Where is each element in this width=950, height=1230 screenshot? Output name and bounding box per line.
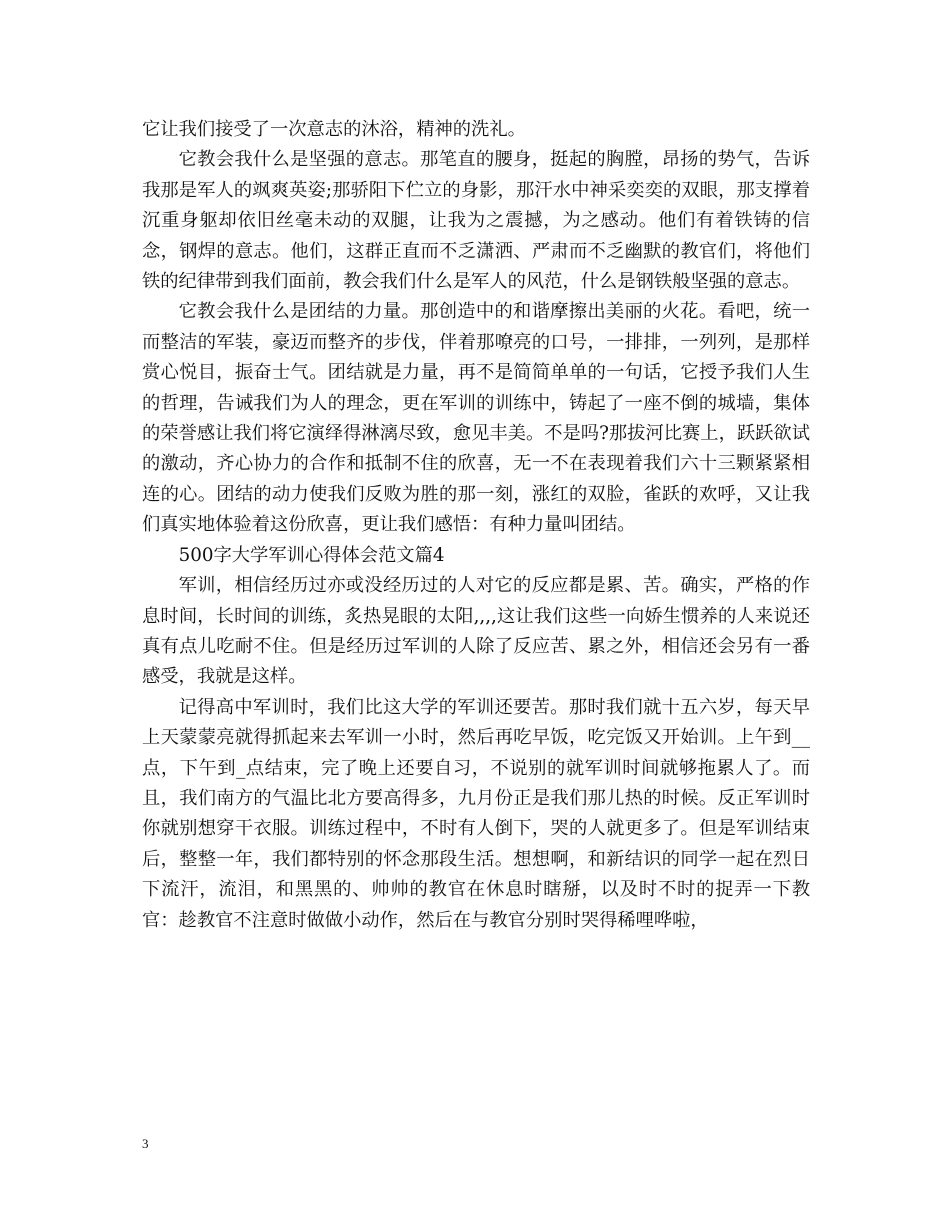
paragraph-unity-strength: 它教会我什么是团结的力量。那创造中的和谐摩擦出美丽的火花。看吧，统一而整洁的军装，豪迈而整齐的步伐，伴着那嘹亮的口号，一排排，一列列，是那样赏心悦目，振奋士气。团结就是力量，再不是简简单单的一句话，它授予我们人生的哲理，告诫我们为人的理念，更在军训的训练中，铸起了一座不倒的城墙，集体的荣誉感让我们将它演绎得淋漓尽致，愈见丰美。不是吗?那拔河比赛上，跃跃欲试的激动，齐心协力的合作和抵制不住的欣喜，无一不在表现着我们六十三颗紧紧相连的心。团结的动力使我们反败为胜的那一刻，涨红的双脸，雀跃的欢呼，又让我们真实地体验着这份欣喜，更让我们感悟：有种力量叫团结。: [142, 301, 810, 536]
page-number: 3: [142, 1136, 149, 1151]
paragraph-continuation: 它让我们接受了一次意志的沐浴，精神的洗礼。: [142, 119, 526, 140]
section-heading: 500字大学军训心得体会范文篇4: [178, 544, 445, 566]
document-body: [142, 115, 810, 936]
paragraph-strong-will: 它教会我什么是坚强的意志。那笔直的腰身，挺起的胸膛，昂扬的势气，告诉我那是军人的飒爽英姿;那骄阳下伫立的身影，那汗水中神采奕奕的双眼，那支撑着沉重身躯却依旧丝毫未动的双腿，让我为之震撼，为之感动。他们有着铁铸的信念，钢焊的意志。他们，这群正直而不乏潇洒、严肃而不乏幽默的教官们，将他们铁的纪律带到我们面前，教会我们什么是军人的风范，什么是钢铁般坚强的意志。: [142, 149, 810, 293]
paragraph-military-training: 军训，相信经历过亦或没经历过的人对它的反应都是累、苦。确实，严格的作息时间，长时间的训练，炙热晃眼的太阳,,,,这让我们这些一向娇生惯养的人来说还真有点儿吃耐不住。但是经历过军训的人除了反应苦、累之外，相信还会另有一番感受，我就是这样。: [142, 575, 810, 688]
paragraph-high-school-memory: 记得高中军训时，我们比这大学的军训还要苦。那时我们就十五六岁，每天早上天蒙蒙亮就得抓起来去军训一小时，然后再吃早饭，吃完饭又开始训。上午到__点，下午到_点结束，完了晚上还要自习，不说别的就军训时间就够拖累人了。而且，我们南方的气温比北方要高得多，九月份正是我们那儿热的时候。反正军训时你就别想穿干衣服。训练过程中，不时有人倒下，哭的人就更多了。但是军训结束后，整整一年，我们都特别的怀念那段生活。想想啊，和新结识的同学一起在烈日下流汗，流泪，和黑黑的、帅帅的教官在休息时瞎掰，以及时不时的捉弄一下教官：趁教官不注意时做做小动作，然后在与教官分别时哭得稀哩哗啦，: [142, 696, 810, 931]
